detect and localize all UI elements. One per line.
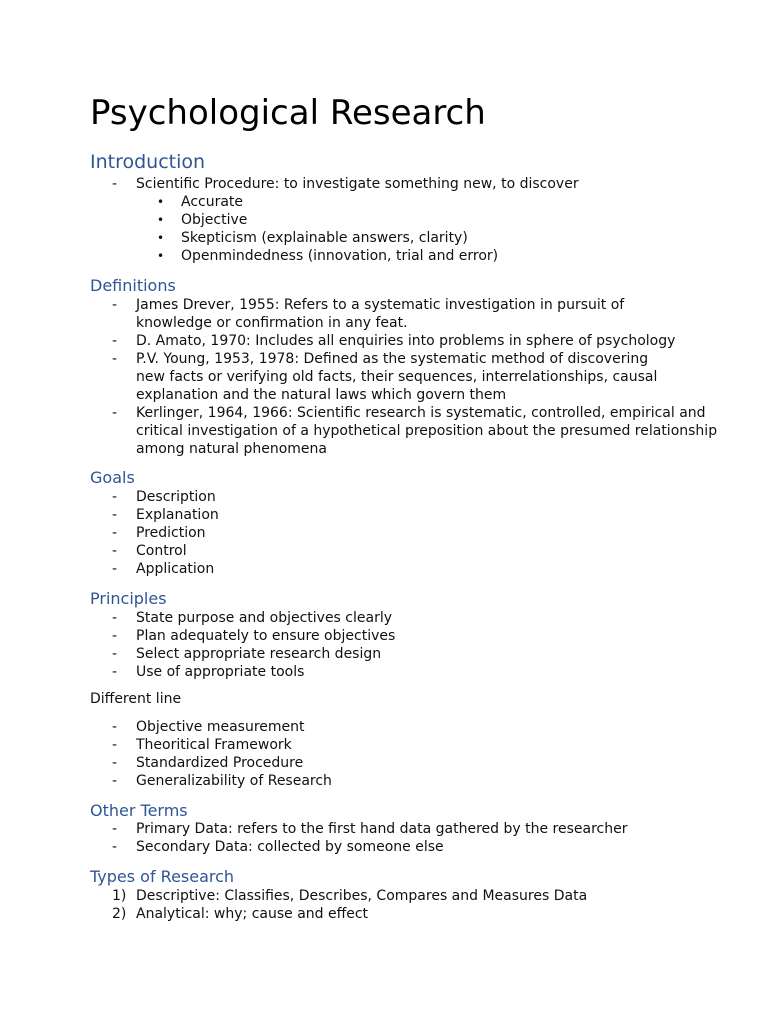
sub-item-text: Openmindedness (innovation, trial and error) [181,248,499,264]
dash-marker: - [112,297,118,313]
list-item-text: Analytical: why; cause and effect [136,906,369,922]
list-item [90,560,219,578]
sub-list-item [90,229,498,247]
list-item-text: Generalizability of Research [136,773,332,789]
list-item-text: Standardized Procedure [136,755,304,771]
dash-marker: - [112,628,118,644]
list-item [90,296,676,332]
list-item-text: Explanation [136,507,219,523]
dash-marker: - [112,737,118,753]
introduction-list [90,175,579,193]
list-item [90,718,332,736]
heading-principles: Principles [90,589,167,608]
list-item-text: Primary Data: refers to the first hand data gathered by the researcher [136,821,628,837]
list-item [90,524,219,542]
dash-marker: - [112,176,118,192]
dash-marker: - [112,489,118,505]
list-item [90,350,676,404]
list-item-text: Objective measurement [136,719,305,735]
heading-other-terms: Other Terms [90,801,188,820]
list-item-text: Prediction [136,525,206,541]
heading-introduction: Introduction [90,151,206,173]
list-item [90,663,395,681]
list-item [90,754,332,772]
list-item [90,609,395,627]
list-item [90,488,219,506]
types-list [90,887,587,923]
introduction-sub-list [90,193,498,265]
list-item [90,736,332,754]
dash-marker: - [112,351,118,367]
sub-item-text: Objective [181,212,248,228]
goals-list [90,488,219,578]
dash-marker: - [112,664,118,680]
heading-definitions: Definitions [90,276,176,295]
list-item-text: Plan adequately to ensure objectives [136,628,396,644]
list-item-text: Descriptive: Classifies, Describes, Compares and Measures Data [136,888,588,904]
list-item [90,404,736,458]
dash-marker: - [112,507,118,523]
list-item-text: James Drever, 1955: Refers to a systematic investigation in pursuit of knowledge or confirmation in any feat. [136,297,625,331]
list-item-text: Theoritical Framework [136,737,292,753]
dash-marker: - [112,405,118,421]
sub-list-item [90,247,498,265]
dash-marker: - [112,333,118,349]
list-item-text: Scientific Procedure: to investigate something new, to discover [136,176,579,192]
list-item-text: Description [136,489,216,505]
list-item-text: Control [136,543,187,559]
list-item [90,887,587,905]
dash-marker: - [112,719,118,735]
list-item [90,772,332,790]
sub-item-text: Skepticism (explainable answers, clarity) [181,230,468,246]
principles-list-2 [90,718,332,790]
list-item [90,332,736,350]
dash-marker: - [112,755,118,771]
bullet-marker: • [157,231,165,245]
bullet-marker: • [157,195,165,209]
sub-list-item [90,193,498,211]
list-item [90,542,219,560]
list-item-text: P.V. Young, 1953, 1978: Defined as the systematic method of discovering new facts or verifying old facts, their sequences, interrelationships, causal explanation and the natural laws which govern them [136,351,658,403]
list-item-text: Select appropriate research design [136,646,382,662]
list-item [90,905,587,923]
dash-marker: - [112,610,118,626]
number-marker: 1) [112,888,127,904]
dash-marker: - [112,821,118,837]
list-item [90,645,395,663]
dash-marker: - [112,839,118,855]
sub-item-text: Accurate [181,194,244,210]
principles-list [90,609,395,681]
heading-types-of-research: Types of Research [90,867,235,886]
other-terms-list [90,820,627,856]
dash-marker: - [112,646,118,662]
definitions-list [90,296,736,458]
bullet-marker: • [157,213,165,227]
bullet-marker: • [157,249,165,263]
list-item [90,820,627,838]
heading-goals: Goals [90,468,135,487]
list-item [90,506,219,524]
list-item-text: Use of appropriate tools [136,664,305,680]
list-item-text: Kerlinger, 1964, 1966: Scientific research is systematic, controlled, empirical and critical investigation of a hypothetical preposition about the presumed relationship among natural phenomena [136,405,718,457]
number-marker: 2) [112,906,127,922]
list-item-text: Application [136,561,215,577]
dash-marker: - [112,773,118,789]
dash-marker: - [112,561,118,577]
page-title: Psychological Research [90,93,486,133]
list-item [90,175,579,193]
different-line-note: Different line [90,691,182,707]
list-item [90,627,395,645]
list-item-text: D. Amato, 1970: Includes all enquiries into problems in sphere of psychology [136,333,676,349]
sub-list-item [90,211,498,229]
dash-marker: - [112,525,118,541]
dash-marker: - [112,543,118,559]
list-item [90,838,627,856]
list-item-text: Secondary Data: collected by someone else [136,839,444,855]
list-item-text: State purpose and objectives clearly [136,610,393,626]
